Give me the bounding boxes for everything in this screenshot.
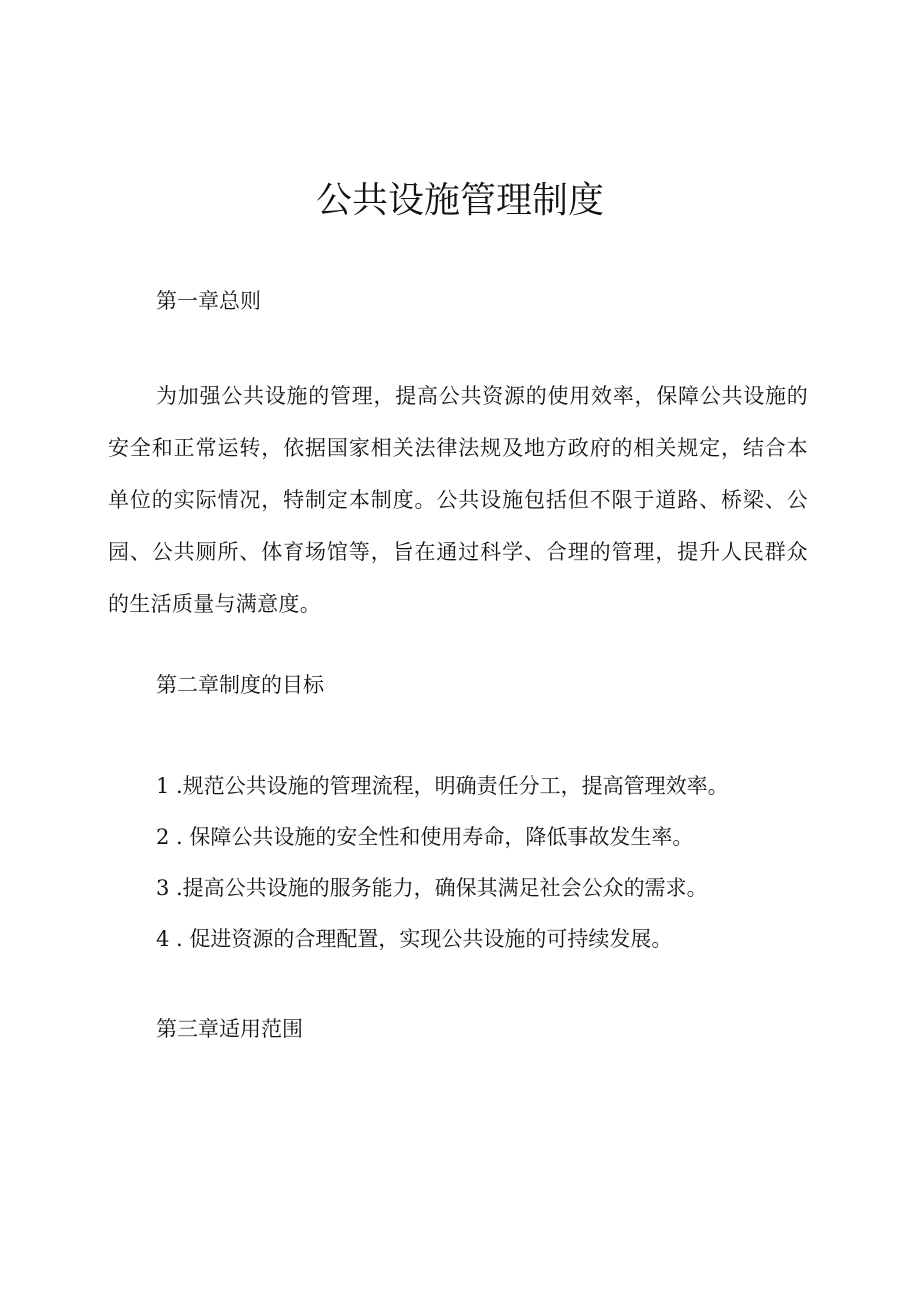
document-title: 公共设施管理制度 [315, 180, 604, 221]
goal-number: 3 [156, 876, 170, 900]
goal-text: . 促进资源的合理配置，实现公共设施的可持续发展。 [176, 927, 673, 951]
goal-text: . 保障公共设施的安全性和使用寿命，降低事故发生率。 [176, 825, 694, 849]
goal-item-3 [156, 873, 708, 903]
goal-item-4 [156, 924, 672, 954]
chapter-3-heading: 第三章适用范围 [156, 1017, 303, 1041]
chapter-2-heading: 第二章制度的目标 [156, 673, 324, 697]
goal-text: .提高公共设施的服务能力，确保其满足社会公众的需求。 [176, 876, 708, 900]
chapter-1-heading: 第一章总则 [156, 289, 261, 313]
chapter-1-paragraph: 为加强公共设施的管理，提高公共资源的使用效率，保障公共设施的安全和正常运转，依据国家相关法律法规及地方政府的相关规定，结合本单位的实际情况，特制定本制度。公共设施包括但不限于道路、桥梁、公园、公共厕所、体育场馆等，旨在通过科学、合理的管理，提升人民群众的生活质量与满意度。 [108, 384, 808, 616]
goal-item-1 [156, 771, 729, 801]
goal-number: 4 [156, 927, 170, 951]
goal-number: 1 [156, 774, 170, 798]
goal-item-2 [156, 822, 693, 852]
goal-number: 2 [156, 825, 170, 849]
goal-text: .规范公共设施的管理流程，明确责任分工，提高管理效率。 [176, 774, 729, 798]
